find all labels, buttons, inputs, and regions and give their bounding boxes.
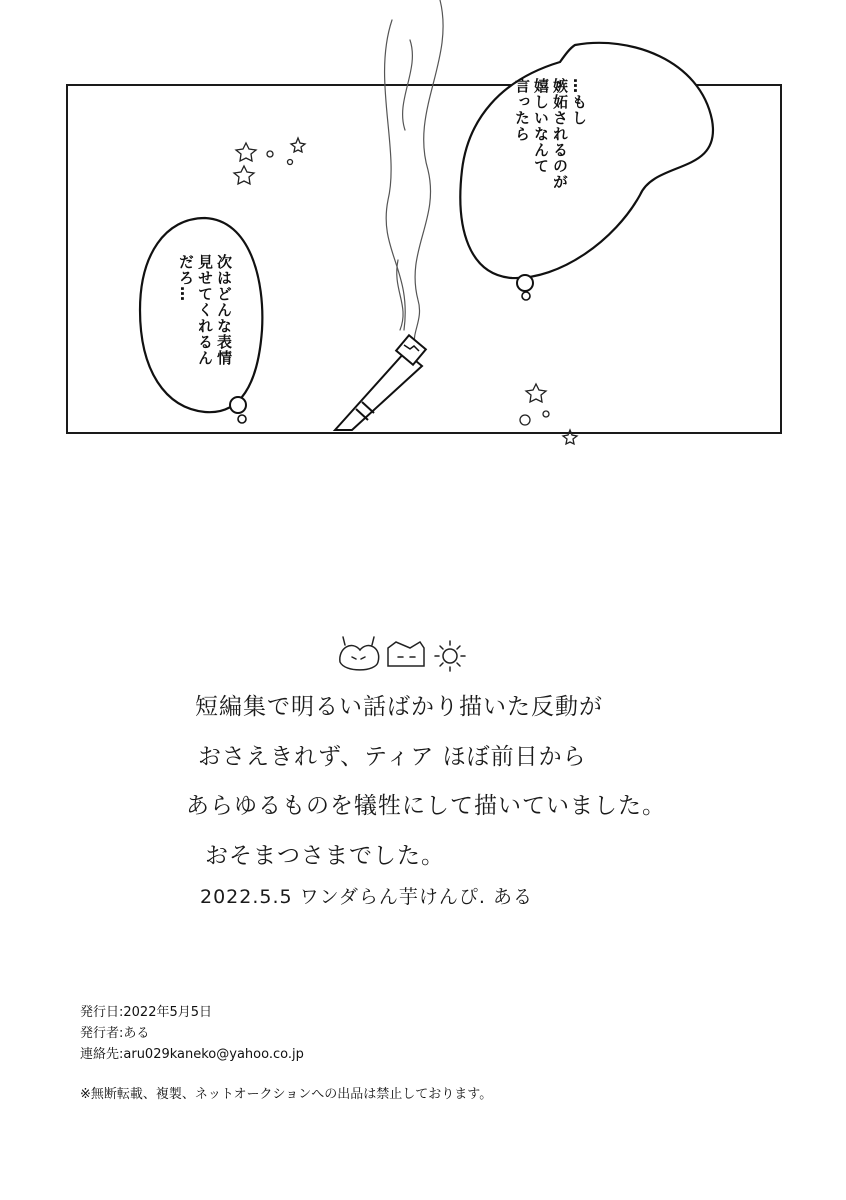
issue-date: 発行日:2022年5月5日 bbox=[80, 1005, 213, 1020]
speech-right-text: …もし 嫉妬されるのが 嬉しいなんて 言ったら bbox=[513, 78, 588, 190]
thought-bubble-right-tail-2 bbox=[522, 292, 530, 300]
speech-left-text: 次はどんな表情 見せてくれるん だろ… bbox=[177, 254, 233, 366]
afterword-line-3: あらゆるものを犠牲にして描いていました。 bbox=[186, 793, 666, 819]
smoke-trail bbox=[385, 0, 444, 345]
afterword-line-1: 短編集で明るい話ばかり描いた反動が bbox=[195, 694, 603, 720]
cigarette bbox=[335, 335, 426, 430]
afterword-line-2: おさえきれず、ティア ほぼ前日から bbox=[198, 744, 587, 770]
colophon bbox=[80, 1002, 304, 1065]
character-doodles bbox=[340, 637, 465, 671]
copyright-notice: ※無断転載、複製、ネットオークションへの出品は禁止しております。 bbox=[80, 1087, 493, 1102]
thought-bubble-left-tail-2 bbox=[238, 415, 246, 423]
afterword-signature: 2022.5.5 ワンダらん芋けんぴ. ある bbox=[200, 886, 533, 908]
afterword-line-4: おそまつさまでした。 bbox=[205, 843, 445, 869]
thought-bubble-right-tail-1 bbox=[517, 275, 533, 291]
publisher: 発行者:ある bbox=[80, 1026, 150, 1041]
contact: 連絡先:aru029kaneko@yahoo.co.jp bbox=[80, 1047, 304, 1062]
